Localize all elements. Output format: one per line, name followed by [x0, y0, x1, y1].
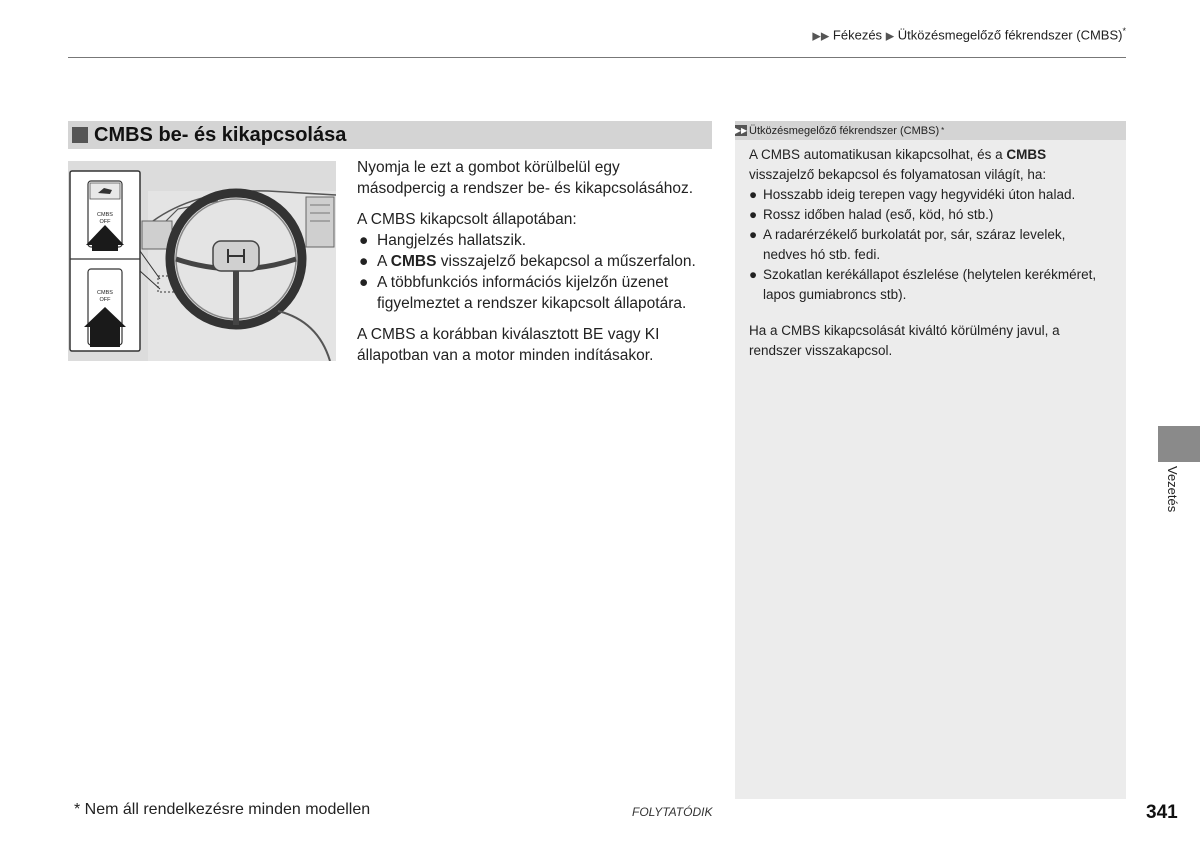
list-item: ● A radarérzékelő burkolatát por, sár, száraz levelek, nedves hó stb. fedi.: [749, 227, 1066, 262]
chapter-label: Vezetés: [1165, 466, 1180, 513]
instruction-paragraph: Nyomja le ezt a gombot körülbelül egy másodpercig a rendszer be- és kikapcsolásához.: [357, 159, 694, 197]
breadcrumb: [812, 26, 1126, 42]
header-divider: [68, 57, 1126, 58]
breadcrumb-item-cmbs[interactable]: Ütközésmegelőző fékrendszer (CMBS): [897, 27, 1123, 43]
button-label-off-2: OFF: [99, 297, 111, 303]
asterisk-mark: *: [1122, 26, 1126, 36]
section-title: CMBS be- és kikapcsolása: [94, 123, 347, 146]
off-state-intro: A CMBS kikapcsolt állapotában:: [357, 211, 577, 228]
sidebar-title: Ütközésmegelőző fékrendszer (CMBS): [749, 124, 940, 137]
list-item: ● A többfunkciós információs kijelzőn üzenet figyelmeztet a rendszer kikapcsolt állapotára.: [359, 274, 687, 312]
chapter-tab[interactable]: [1158, 426, 1200, 462]
sidebar-body: [735, 140, 1126, 361]
list-item: ● A CMBS visszajelző bekapcsol a műszerfalon.: [359, 253, 696, 270]
steering-wheel-illustration: [68, 161, 336, 361]
dashboard-illustration: [68, 161, 336, 361]
off-state-list: [357, 230, 707, 314]
continue-indicator: FOLYTATÓDIK: [632, 805, 713, 819]
sidebar-note: [735, 121, 1126, 799]
list-item: ● Szokatlan kerékállapot észlelése (helytelen kerékméret, lapos gumiabroncs stb).: [749, 267, 1097, 302]
section-heading: [68, 121, 712, 149]
sidebar-header: ▶▶ Ütközésmegelőző fékrendszer (CMBS) *: [735, 121, 1126, 140]
main-content: [357, 157, 707, 376]
square-bullet-icon: [72, 127, 88, 143]
button-label-off: OFF: [99, 219, 111, 225]
list-item: ● Hangjelzés hallatszik.: [359, 232, 527, 249]
button-label-cmbs: CMBS: [97, 212, 113, 218]
page-number: 341: [1146, 802, 1178, 823]
double-arrow-icon: ▶▶: [734, 126, 748, 135]
footnote: * Nem áll rendelkezésre minden modellen: [74, 801, 371, 818]
button-label-cmbs-2: CMBS: [97, 290, 113, 296]
sidebar-list: [749, 185, 1112, 305]
arrow-icon: ▶: [885, 30, 895, 43]
sidebar-closing: Ha a CMBS kikapcsolását kiváltó körülmény javul, a rendszer visszakapcsol.: [749, 323, 1060, 358]
double-arrow-icon: ▶▶: [812, 30, 830, 43]
sidebar-intro: A CMBS automatikusan kikapcsolhat, és a CMBS visszajelző bekapcsol és folyamatosan világít, ha:: [749, 147, 1047, 182]
breadcrumb-item-braking[interactable]: Fékezés: [832, 27, 883, 43]
list-item: ● Hosszabb ideig terepen vagy hegyvidéki úton halad.: [749, 187, 1076, 202]
restart-paragraph: A CMBS a korábban kiválasztott BE vagy KI állapotban van a motor minden indításakor.: [357, 326, 660, 364]
list-item: ● Rossz időben halad (eső, köd, hó stb.): [749, 207, 994, 222]
